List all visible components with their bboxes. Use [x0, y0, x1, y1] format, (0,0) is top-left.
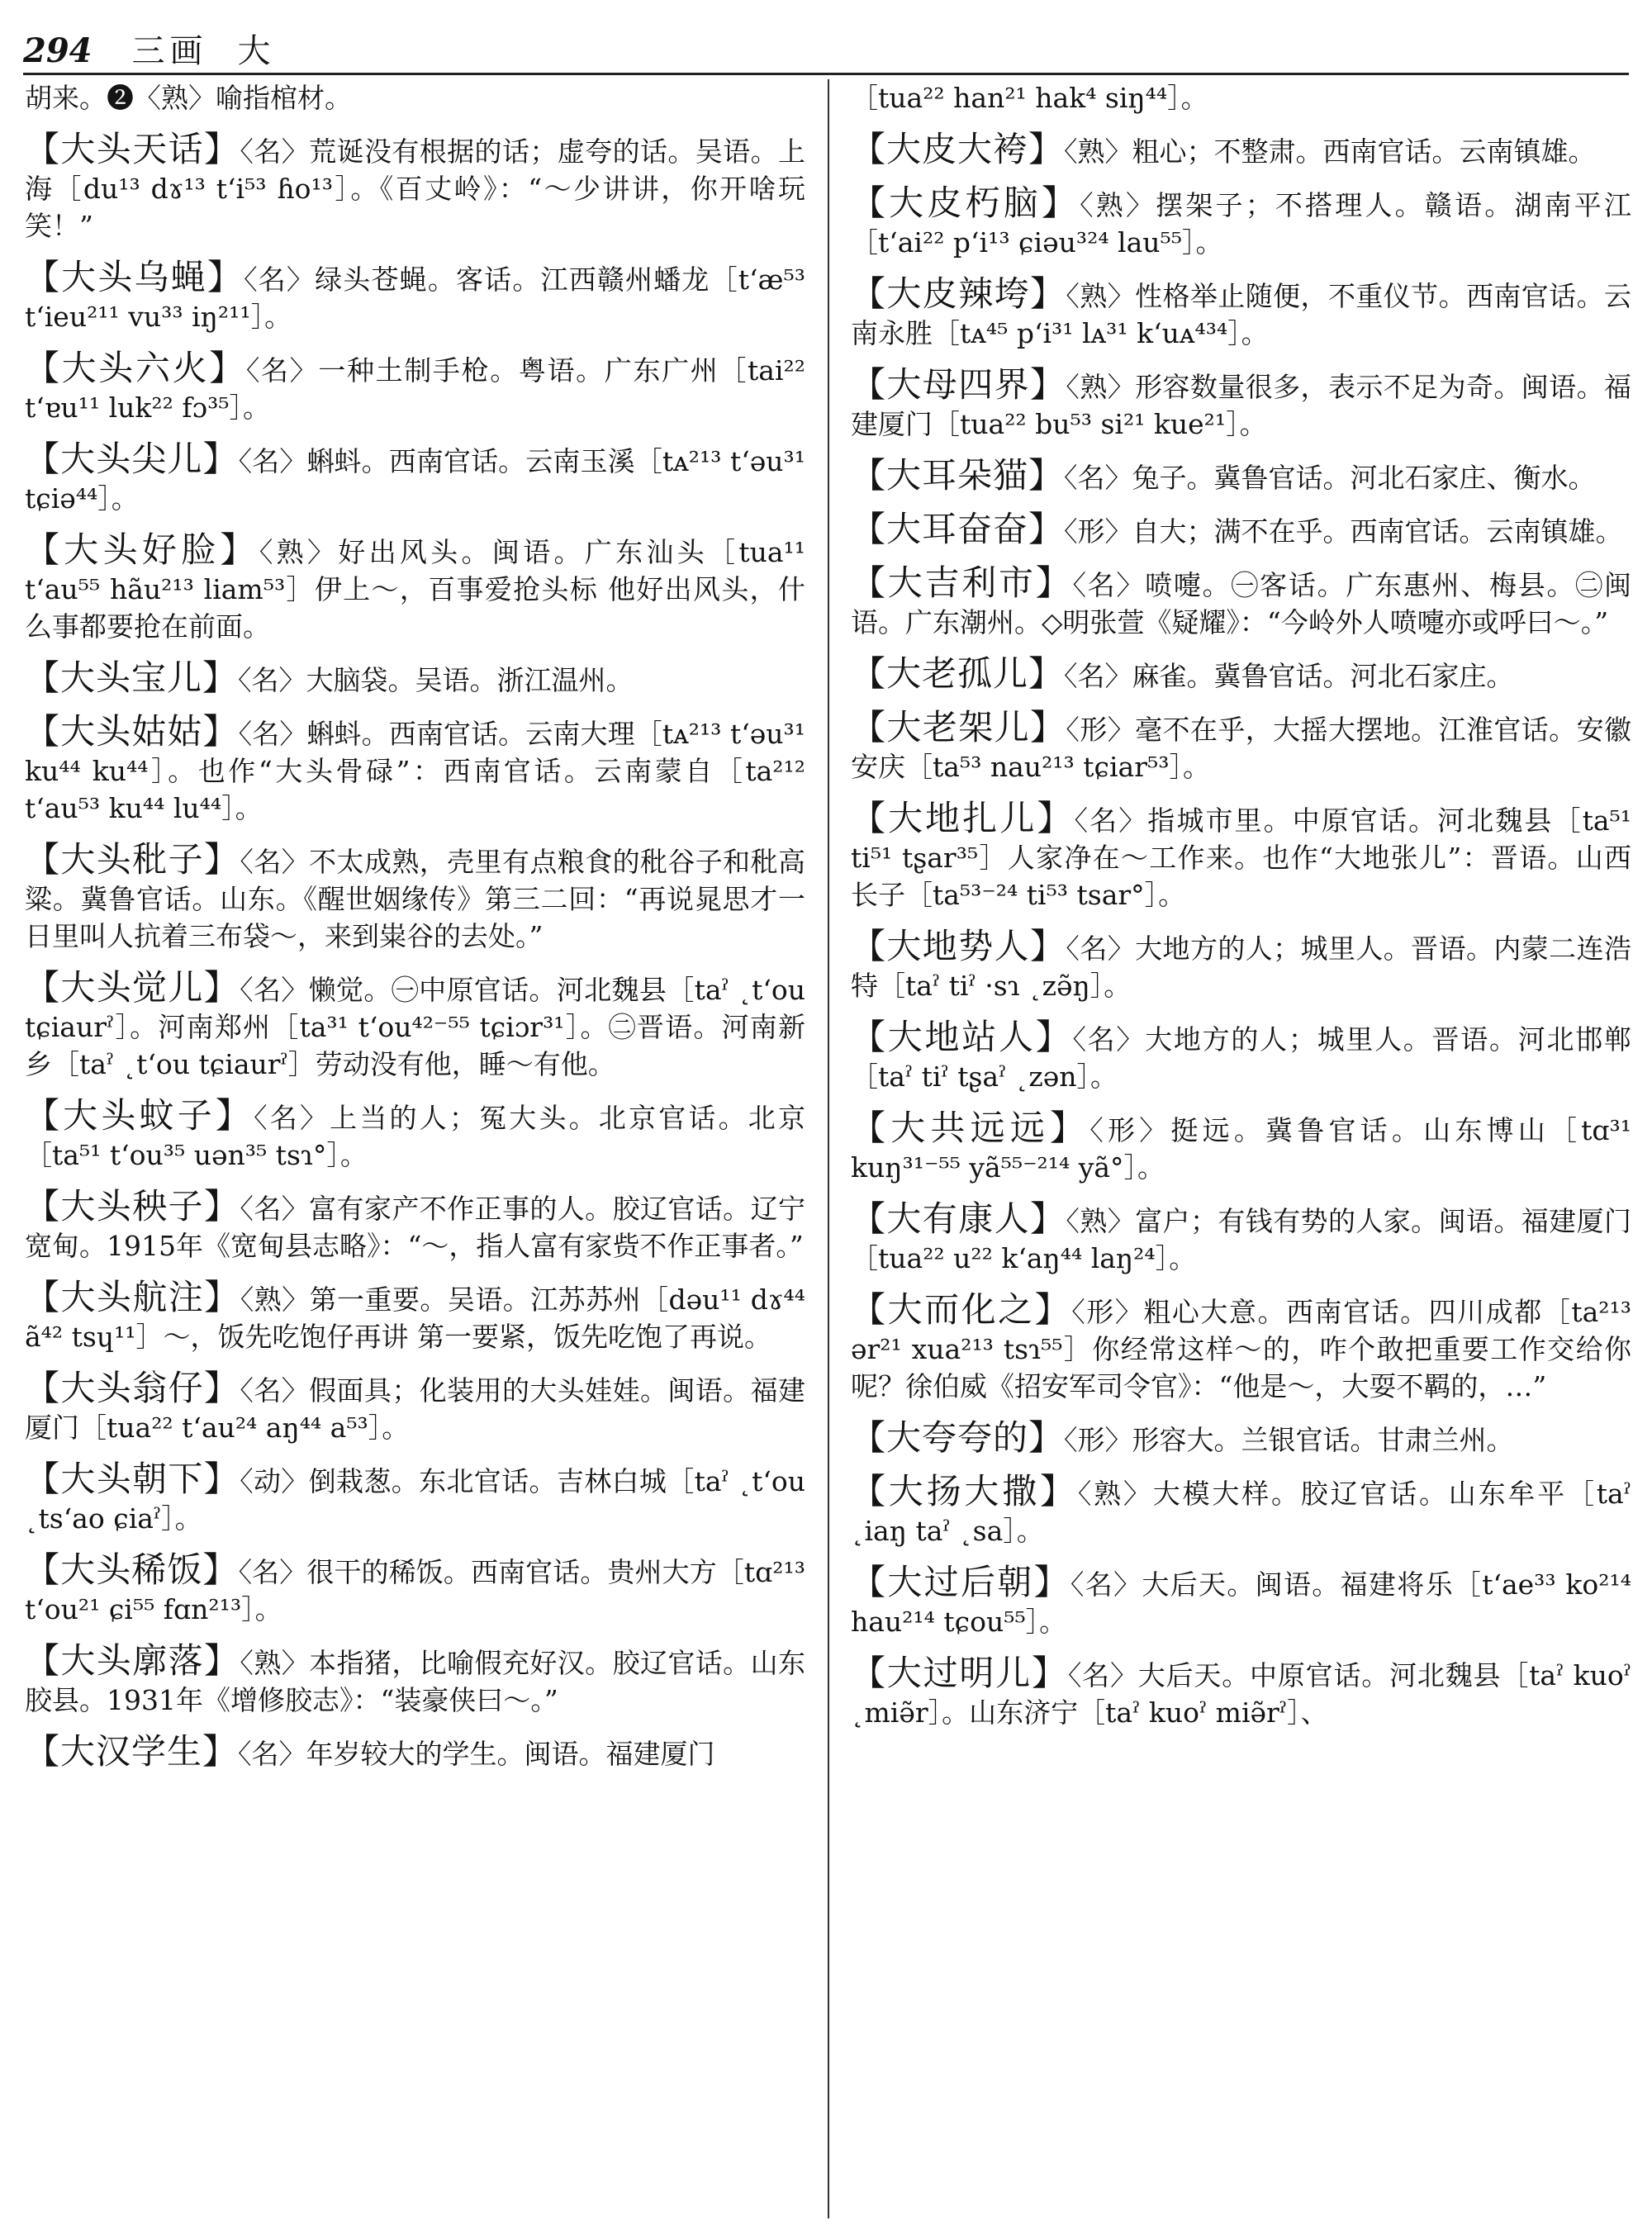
dictionary-entry: [851, 1291, 1631, 1405]
entry-definition: 〈形〉挺远。冀鲁官话。山东博山［tɑ³¹ kuŋ³¹⁻⁵⁵ yã⁵⁵⁻²¹⁴ yã°］。: [851, 1114, 1631, 1184]
entry-headword: 【大地势人】: [851, 926, 1066, 966]
column-divider: [828, 79, 829, 2218]
dictionary-entry: [25, 531, 805, 645]
entry-headword: 【大皮朽脑】: [851, 183, 1080, 223]
entry-definition: 〈熟〉本指猪，比喻假充好汉。胶辽官话。山东胶县。1931年《增修胶志》：“装豪侠曰～。”: [25, 1647, 805, 1716]
entry-definition: 〈形〉自大；满不在乎。西南官话。云南镇雄。: [1064, 515, 1623, 548]
right-column: [851, 79, 1631, 2218]
entry-headword: 【大扬大撒】: [851, 1471, 1078, 1511]
entry-headword: 【大夸夸的】: [851, 1417, 1065, 1458]
entry-definition: 〈名〉指城市里。中原官话。河北魏县［ta⁵¹ ti⁵¹ tʂar³⁵］人家净在～工作来。也作“大地张儿”：晋语。山西长子［ta⁵³⁻²⁴ ti⁵³ tsar°］。: [851, 804, 1631, 911]
entry-definition: 〈名〉年岁较大的学生。闽语。福建厦门: [238, 1738, 715, 1770]
entry-definition: 〈形〉粗心大意。西南官话。四川成都［ta²¹³ ər²¹ xua²¹³ tsɿ⁵⁵］你经常这样～的，咋个敢把重要工作交给你呢？徐伯威《招安军司令官》：“他是～，大耍不羁的，…”: [851, 1296, 1631, 1402]
left-column: [25, 79, 805, 2218]
dictionary-entry: [851, 275, 1631, 352]
entry-definition: 〈形〉毫不在乎，大摇大摆地。江淮官话。安徽安庆［ta⁵³ nau²¹³ tɕiar⁵³］。: [851, 714, 1631, 783]
dictionary-entry: [851, 1563, 1631, 1640]
dictionary-entry: [25, 1551, 805, 1628]
entry-definition: 〈名〉兔子。冀鲁官话。河北石家庄、衡水。: [1064, 462, 1596, 494]
dictionary-entry: [851, 1109, 1631, 1186]
entry-definition: 〈名〉大脑袋。吴语。浙江温州。: [238, 664, 634, 696]
entry-continuation: [25, 79, 805, 116]
entry-definition: 〈动〉倒栽葱。东北官话。吉林白城［taˀ ˛tʻou ˛tsʻao ɕiaˀ］。: [25, 1465, 805, 1535]
entry-headword: 【大吉利市】: [851, 562, 1073, 603]
dictionary-entry: [25, 1369, 805, 1446]
page-header: [23, 15, 1629, 75]
entry-definition: 〈熟〉富户；有钱有势的人家。闽语。福建厦门［tua²² u²² kʻaŋ⁴⁴ laŋ²⁴］。: [851, 1205, 1631, 1274]
entry-definition: 〈名〉假面具；化装用的大头娃娃。闽语。福建厦门［tua²² tʻau²⁴ aŋ⁴⁴ a⁵³］。: [25, 1374, 805, 1444]
dictionary-entry: [851, 655, 1631, 695]
entry-definition: 〈名〉喷嚏。㊀客话。广东惠州、梅县。㊁闽语。广东潮州。◇明张萱《疑耀》：“今岭外人喷嚏亦或呼曰～。”: [851, 569, 1631, 638]
dictionary-entry: [25, 1733, 805, 1772]
entry-headword: 【大头稀饭】: [25, 1549, 239, 1590]
entry-definition: 〈名〉富有家产不作正事的人。胶辽官话。辽宁宽甸。1915年《宽甸县志略》：“～，指人富有家赀不作正事者。”: [25, 1193, 805, 1262]
entry-definition: 〈名〉大地方的人；城里人。晋语。河北邯郸［taˀ tiˀ tʂaˀ ˛zən］。: [851, 1023, 1631, 1093]
dictionary-entry: [25, 259, 805, 335]
entry-headword: 【大老架儿】: [851, 707, 1066, 747]
dictionary-entry: [851, 130, 1631, 170]
entry-headword: 【大老孤儿】: [851, 653, 1065, 694]
entry-headword: 【大头朝下】: [25, 1459, 240, 1499]
entry-headword: 【大有康人】: [851, 1198, 1066, 1239]
entry-headword: 【大头秧子】: [25, 1186, 240, 1226]
entry-headword: 【大头尖儿】: [25, 439, 239, 479]
dictionary-entry: [25, 841, 805, 955]
entry-headword: 【大头宝儿】: [25, 657, 239, 698]
dictionary-entry: [851, 709, 1631, 785]
entry-headword: 【大头蚊子】: [25, 1095, 254, 1136]
entry-headword: 【大头好脸】: [25, 529, 259, 570]
page-number: 294: [23, 31, 93, 70]
dictionary-entry: [25, 659, 805, 699]
entry-definition: 〈熟〉摆架子；不搭理人。赣语。湖南平江［tʻai²² pʻi¹³ ɕiəu³²⁴ lau⁵⁵］。: [851, 189, 1631, 259]
dictionary-entry: [25, 1642, 805, 1719]
entry-headword: 【大过明儿】: [851, 1653, 1068, 1693]
entry-definition: 〈熟〉性格举止随便，不重仪节。西南官话。云南永胜［tᴀ⁴⁵ pʻi³¹ lᴀ³¹ kʻuᴀ⁴³⁴］。: [851, 280, 1631, 349]
entry-headword: 【大头翁仔】: [25, 1368, 240, 1408]
entry-definition: 〈名〉荒诞没有根据的话；虚夸的话。吴语。上海［du¹³ dɤ¹³ tʻi⁵³ ɦo¹³］。《百丈岭》：“～少讲讲，你开啥玩笑！”: [25, 135, 805, 242]
dictionary-entry: [851, 366, 1631, 443]
dictionary-entry: [851, 457, 1631, 496]
entry-headword: 【大头觉儿】: [25, 967, 240, 1008]
dictionary-entry: [25, 440, 805, 517]
entry-definition: 胡来。❷〈熟〉喻指棺材。: [25, 82, 352, 114]
entry-definition: 〈名〉不太成熟，壳里有点粮食的秕谷子和秕高粱。冀鲁官话。山东。《醒世姻缘传》第三二回：“再说晁思才一日里叫人抗着三布袋～，来到粜谷的去处。”: [25, 846, 805, 952]
entry-definition: 〈形〉形容大。兰银官话。甘肃兰州。: [1064, 1424, 1514, 1456]
dictionary-entry: [25, 1279, 805, 1355]
entry-headword: 【大过后朝】: [851, 1562, 1070, 1602]
entry-definition: 〈名〉一种土制手枪。粤语。广东广州［tai²² tʻɐu¹¹ luk²² fɔ³⁵］。: [25, 354, 805, 424]
entry-headword: 【大共远远】: [851, 1108, 1090, 1148]
dictionary-entry: [25, 130, 805, 244]
entry-definition: 〈名〉很干的稀饭。西南官话。贵州大方［tɑ²¹³ tʻou²¹ ɕi⁵⁵ fɑn²¹³］。: [25, 1556, 805, 1625]
dictionary-entry: [851, 1200, 1631, 1277]
dictionary-entry: [25, 713, 805, 827]
entry-headword: 【大耳奋奋】: [851, 509, 1065, 549]
entry-headword: 【大地扎儿】: [851, 798, 1075, 838]
entry-headword: 【大汉学生】: [25, 1731, 239, 1772]
dictionary-entry: [25, 1188, 805, 1264]
entry-definition: 〈名〉大后天。闽语。福建将乐［tʻae³³ ko²¹⁴ hau²¹⁴ tɕou⁵⁵］。: [851, 1568, 1631, 1638]
entry-definition: 〈名〉蝌蚪。西南官话。云南大理［tᴀ²¹³ tʻəu³¹ ku⁴⁴ ku⁴⁴］。也作“大头骨碌”：西南官话。云南蒙自［ta²¹² tʻau⁵³ ku⁴⁴ lu⁴⁴］。: [25, 718, 805, 824]
entry-headword: 【大耳朵猫】: [851, 455, 1065, 496]
entry-definition: 〈名〉懒觉。㊀中原官话。河北魏县［taˀ ˛tʻou tɕiaurˀ］。河南郑州［ta³¹ tʻou⁴²⁻⁵⁵ tɕiɔr³¹］。㊁晋语。河南新乡［taˀ ˛tʻou tɕiaurˀ］劳动没有他，睡～有他。: [25, 974, 805, 1080]
dictionary-entry: [851, 1473, 1631, 1549]
dictionary-entry: [851, 510, 1631, 550]
section-label: 三画: [131, 32, 208, 70]
dictionary-entry: [851, 564, 1631, 641]
entry-headword: 【大母四界】: [851, 364, 1066, 405]
entry-headword: 【大头航注】: [25, 1277, 240, 1317]
dictionary-entry: [25, 969, 805, 1083]
dictionary-entry: [25, 349, 805, 426]
entry-continuation: [851, 79, 1631, 116]
dictionary-entry: [25, 1097, 805, 1174]
entry-headword: 【大头乌蝇】: [25, 257, 244, 297]
entry-headword: 【大头姑姑】: [25, 711, 239, 752]
entry-headword: 【大头天话】: [25, 129, 240, 169]
entry-definition: 〈熟〉大模大样。胶辽官话。山东牟平［taˀ ˛iaŋ taˀ ˛sa］。: [851, 1478, 1631, 1547]
entry-definition: 〈名〉麻雀。冀鲁官话。河北石家庄。: [1064, 660, 1514, 692]
dictionary-entry: [851, 184, 1631, 261]
dictionary-entry: [851, 1018, 1631, 1095]
dictionary-entry: [851, 1419, 1631, 1459]
entry-headword: 【大地站人】: [851, 1017, 1073, 1057]
entry-headword: 【大皮大袴】: [851, 129, 1065, 169]
entry-headword: 【大皮辣垮】: [851, 273, 1066, 314]
entry-definition: 〈名〉绿头苍蝇。客话。江西赣州蟠龙［tʻæ⁵³ tʻieu²¹¹ vu³³ iŋ²¹¹］。: [25, 263, 805, 333]
entry-definition: 〈名〉大地方的人；城里人。晋语。内蒙二连浩特［taˀ tiˀ ·sɿ ˛zə̃ŋ］。: [851, 932, 1631, 1002]
entry-definition: 〈名〉上当的人；冤大头。北京官话。北京［ta⁵¹ tʻou³⁵ uən³⁵ tsɿ°］。: [25, 1102, 805, 1171]
dictionary-entry: [851, 928, 1631, 1004]
entry-definition: 〈名〉蝌蚪。西南官话。云南玉溪［tᴀ²¹³ tʻəu³¹ tɕiə⁴⁴］。: [25, 445, 805, 515]
entry-headword: 【大头秕子】: [25, 839, 240, 880]
entry-definition: 〈熟〉粗心；不整肃。西南官话。云南镇雄。: [1064, 135, 1596, 168]
entry-headword: 【大头六火】: [25, 348, 246, 388]
dictionary-entry: [851, 1654, 1631, 1731]
entry-definition: 〈名〉大后天。中原官话。河北魏县［taˀ kuoˀ ˛miə̃r］。山东济宁［taˀ kuoˀ miə̃rˀ］、: [851, 1659, 1631, 1729]
entry-definition: ［tua²² han²¹ hak⁴ siŋ⁴⁴］。: [851, 82, 1208, 114]
dictionary-entry: [25, 1460, 805, 1537]
entry-definition: 〈熟〉好出风头。闽语。广东汕头［tua¹¹ tʻau⁵⁵ hãu²¹³ liam⁵³］伊上～，百事爱抢头标 他好出风头，什么事都要抢在前面。: [25, 536, 805, 643]
entry-headword: 【大头廓落】: [25, 1640, 240, 1681]
radical-label: 大: [237, 32, 271, 70]
entry-definition: 〈熟〉第一重要。吴语。江苏苏州［dəu¹¹ dɤ⁴⁴ ã⁴² tsɥ¹¹］～，饭先吃饱仔再讲 第一要紧，饭先吃饱了再说。: [25, 1283, 805, 1353]
dictionary-entry: [851, 799, 1631, 913]
entry-definition: 〈熟〉形容数量很多，表示不足为奇。闽语。福建厦门［tua²² bu⁵³ si²¹ kue²¹］。: [851, 371, 1631, 440]
entry-headword: 【大而化之】: [851, 1289, 1072, 1330]
